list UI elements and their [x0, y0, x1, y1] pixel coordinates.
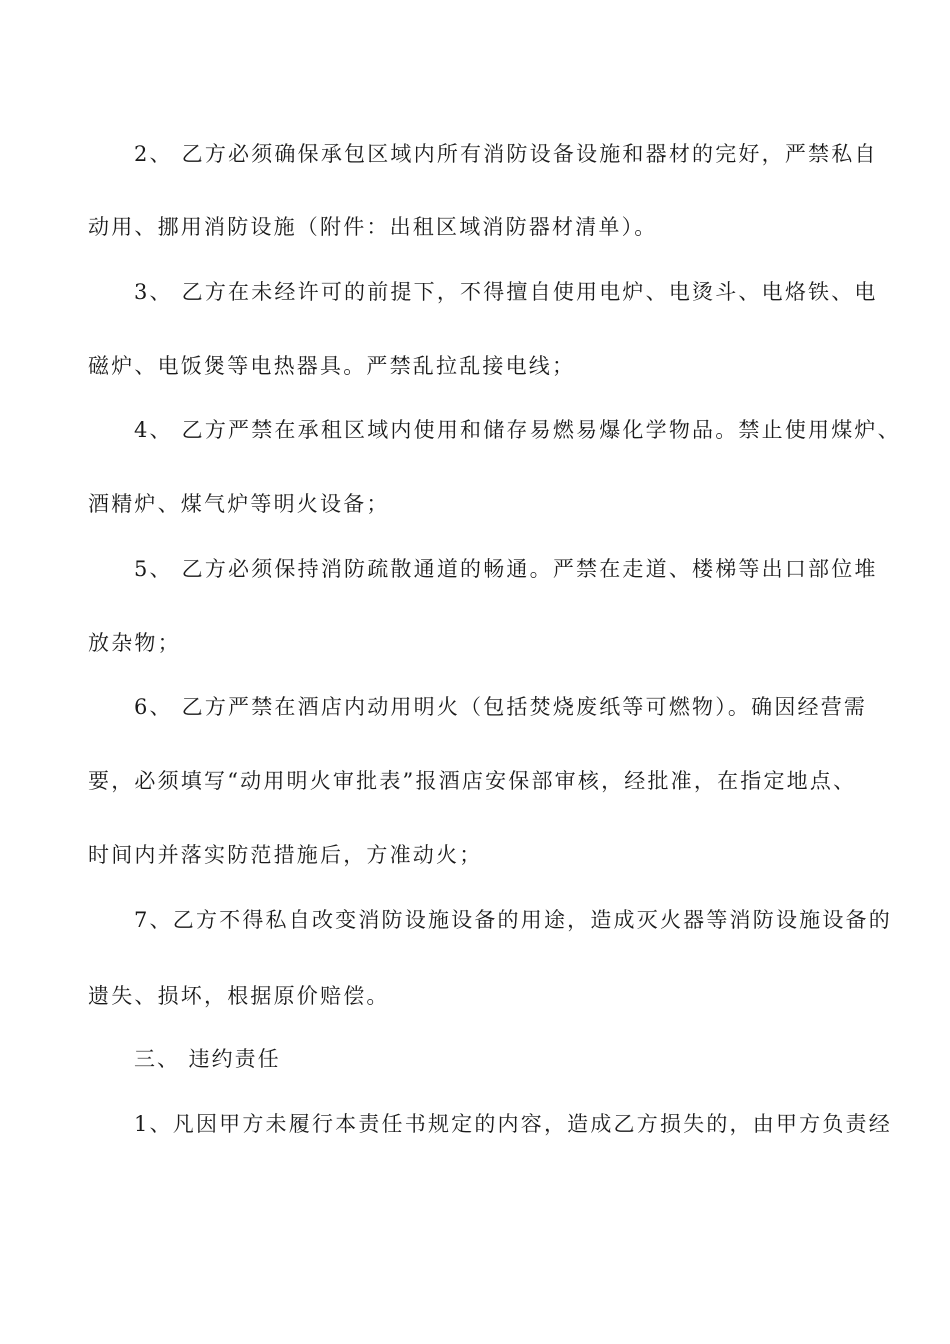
clause-3-line-1: 3、 乙方在未经许可的前提下，不得擅自使用电炉、电烫斗、电烙铁、电: [134, 280, 878, 304]
clause-6-line-1: 6、 乙方严禁在酒店内动用明火（包括焚烧废纸等可燃物）。确因经营需: [134, 695, 868, 719]
section-heading-breach-liability: 三、 违约责任: [134, 1047, 281, 1071]
clause-6-line-3: 时间内并落实防范措施后，方准动火；: [88, 843, 483, 867]
clause-3-line-2: 磁炉、电饭煲等电热器具。严禁乱拉乱接电线；: [88, 354, 576, 378]
clause-4-line-1: 4、 乙方严禁在承租区域内使用和储存易燃易爆化学物品。禁止使用煤炉、: [134, 418, 901, 442]
clause-2-line-1: 2、 乙方必须确保承包区域内所有消防设备设施和器材的完好，严禁私自: [134, 142, 878, 166]
liability-clause-1-line-1: 1、凡因甲方未履行本责任书规定的内容，造成乙方损失的，由甲方负责经: [134, 1112, 892, 1136]
clause-5-line-2: 放杂物；: [88, 631, 181, 655]
clause-7-line-2: 遗失、损坏，根据原价赔偿。: [88, 984, 390, 1008]
clause-6-line-2: 要，必须填写“动用明火审批表”报酒店安保部审核，经批准，在指定地点、: [88, 769, 857, 793]
clause-7-line-1: 7、乙方不得私自改变消防设施设备的用途，造成灭火器等消防设施设备的: [134, 908, 892, 932]
clause-2-line-2: 动用、挪用消防设施（附件：出租区域消防器材清单）。: [88, 215, 658, 239]
clause-4-line-2: 酒精炉、煤气炉等明火设备；: [88, 492, 390, 516]
clause-5-line-1: 5、 乙方必须保持消防疏散通道的畅通。严禁在走道、楼梯等出口部位堆: [134, 557, 878, 581]
